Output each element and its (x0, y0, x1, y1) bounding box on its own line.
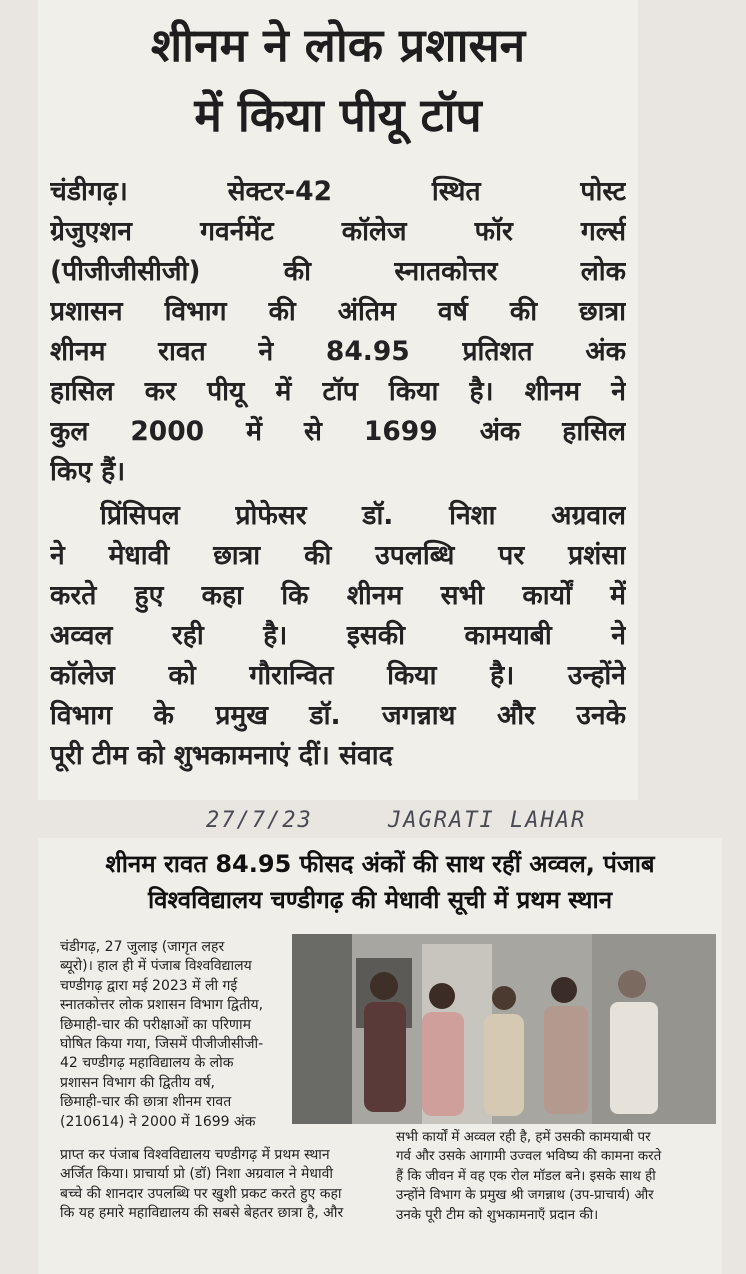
article-line: चंडीगढ़, 27 जुलाइ (जागृत लहर (60, 939, 225, 955)
news-clipping-1 (38, 0, 638, 800)
article-bottom-column (60, 1146, 400, 1224)
article-line: ग्रेजुएशन गवर्नमेंट कॉलेज फॉर गर्ल्स (50, 216, 626, 247)
article-line: छिमाही-चार की परीक्षाओं का परिणाम (60, 1016, 252, 1033)
group-photo-illustration (292, 934, 716, 1124)
article-line: 42 चण्डीगढ़ महाविद्यालय के लोक (60, 1055, 234, 1072)
article-line: (पीजीजीसीजी) की स्नातकोत्तर लोक (50, 256, 626, 287)
article-line: उनके पूरी टीम को शुभकामनाएँ प्रदान की। (396, 1207, 599, 1223)
article-line: हासिल कर पीयू में टॉप किया है। शीनम ने (50, 376, 626, 407)
article-line: सभी कार्यों में अव्वल रही है, हमें उसकी कामयाबी पर (396, 1130, 651, 1145)
article-line: ने मेधावी छात्रा की उपलब्धि पर प्रशंसा (50, 540, 626, 571)
article-line: प्रशासन विभाग की द्वितीय वर्ष, (60, 1074, 216, 1091)
article-line: अर्जित किया। प्राचार्या प्रो (डॉ) निशा अग्रवाल ने मेधावी (60, 1166, 334, 1183)
headline-line-1: शीनम ने लोक प्रशासन (150, 18, 526, 72)
article-line: प्रिंसिपल प्रोफेसर डॉ. निशा अग्रवाल (100, 500, 626, 531)
article-line: चण्डीगढ़ द्वारा मई 2023 में ली गई (60, 977, 238, 994)
article-left-column (60, 938, 296, 1132)
headline-line-2: में किया पीयू टॉप (194, 88, 482, 142)
article-line: छिमाही-चार की छात्रा शीनम रावत (60, 1094, 232, 1111)
headline-line-1: शीनम रावत 84.95 फीसद अंकों की साथ रहीं अव्वल, पंजाब (105, 850, 655, 878)
article-line: अव्वल रही है। इसकी कामयाबी ने (50, 620, 626, 651)
article-line: पूरी टीम को शुभकामनाएं दीं। संवाद (50, 740, 393, 771)
group-photo (292, 934, 716, 1124)
article-line: कुल 2000 में से 1699 अंक हासिल (50, 416, 626, 447)
news-clipping-2 (38, 838, 722, 1274)
article-line: शीनम रावत ने 84.95 प्रतिशत अंक (50, 336, 626, 367)
article-line: कि यह हमारे महाविद्यालय की सबसे बेहतर छात्रा है, और (60, 1205, 344, 1222)
article-line: गर्व और उसके आगामी उज्वल भविष्य की कामना करते (396, 1149, 662, 1165)
article-line: चंडीगढ़। सेक्टर-42 स्थित पोस्ट (50, 176, 626, 207)
article-line: (210614) ने 2000 में 1699 अंक (60, 1113, 256, 1130)
article-line: किए हैं। (50, 456, 126, 487)
article-line: ब्यूरो)। हाल ही में पंजाब विश्वविद्यालय (60, 958, 252, 975)
handwritten-source: JAGRATI LAHAR (388, 808, 587, 833)
article-line: घोषित किया गया, जिसमें पीजीजीसीजी- (60, 1036, 264, 1053)
article-line: हैं कि जीवन में वह एक रोल मॉडल बने। इसके साथ ही (396, 1168, 656, 1184)
article-line: स्नातकोत्तर लोक प्रशासन विभाग द्वितीय, (60, 997, 264, 1014)
article-line: बच्चे की शानदार उपलब्धि पर खुशी प्रकट करते हुए कहा (60, 1185, 342, 1202)
article-line: उन्होंने विभाग के प्रमुख श्री जगन्नाथ (उप-प्राचार्य) और (396, 1188, 654, 1204)
photo-caption-text (396, 1128, 716, 1225)
article-line: कॉलेज को गौरान्वित किया है। उन्होंने (50, 660, 626, 691)
headline-line-2: विश्वविद्यालय चण्डीगढ़ की मेधावी सूची में प्रथम स्थान (147, 886, 613, 914)
article-line: विभाग के प्रमुख डॉ. जगन्नाथ और उनके (50, 700, 626, 731)
article-line: करते हुए कहा कि शीनम सभी कार्यों में (50, 580, 626, 611)
handwritten-date: 27/7/23 (206, 808, 313, 833)
article-line: प्रशासन विभाग की अंतिम वर्ष की छात्रा (50, 296, 626, 327)
article-line: प्राप्त कर पंजाब विश्वविद्यालय चण्डीगढ़ में प्रथम स्थान (60, 1147, 330, 1163)
